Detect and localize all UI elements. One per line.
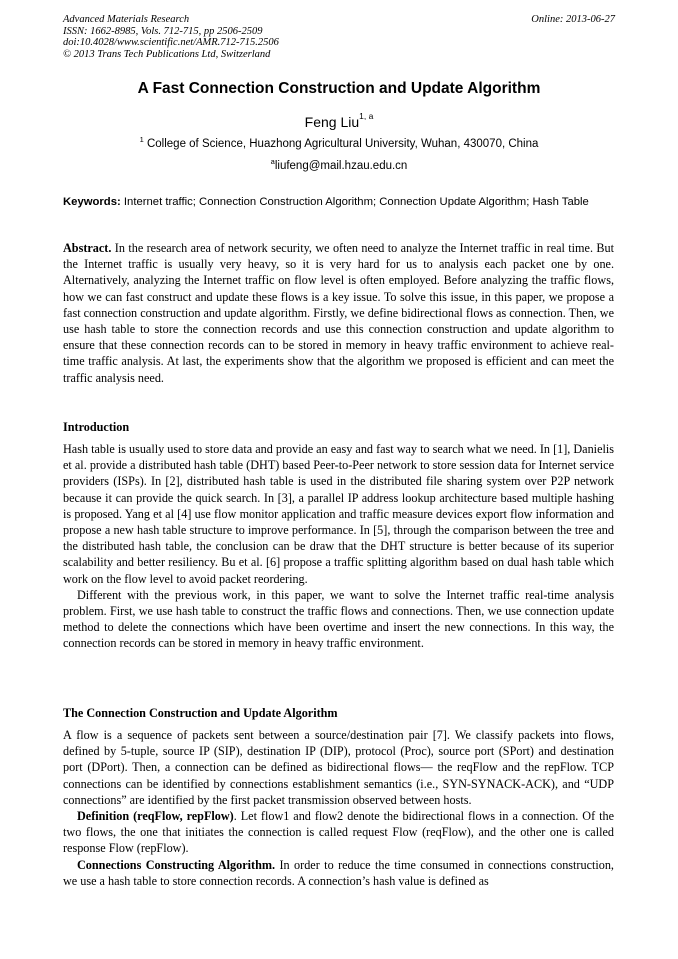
email-address: liufeng@mail.hzau.edu.cn [274,160,408,172]
email-sup: a [270,157,275,167]
issn-line: ISSN: 1662-8985, Vols. 712-715, pp 2506-2509 [63,25,263,37]
online-date: Online: 2013-06-27 [531,14,615,25]
abstract [63,240,614,386]
definition-label: Definition [77,809,130,824]
section-body [63,727,614,889]
introduction-paragraph-1: Hash table is usually used to store data and provide an easy and fast way to search what we need. In [1], Danielis et al. provide a distributed hash table (DHT) based Peer-to-Peer network to store session data for Internet service providers (ISPs). In [2], distributed hash table is used in the distributed file sharing system over P2P network because it can provide the quick search. In [3], a parallel IP address lookup architecture based multiple hashing is proposed. Yang et al [4] use flow monitor application and traffic measure devices export flow information and propose a new hash table structure to improve performance. In [5], through the comparison between the tree and the distributed hash table, the conclusion can be draw that the DHT structure is better because of its superior scalability and better resiliency. Bu et al. [6] propose a traffic splitting algorithm based on dual hash table which work on the flow level to avoid packet reordering. [63,442,614,586]
journal-name: Advanced Materials Research [63,14,190,25]
affiliation-text: College of Science, Huazhong Agricultural University, Wuhan, 430070, China [143,138,539,150]
introduction-paragraph-2: Different with the previous work, in this paper, we want to solve the Internet traffic real-time analysis problem. First, we use hash table to construct the traffic flows and connections. Then, we use connection update method to delete the connections which have been overtime and insert the new connections. In this way, the connection records can be stored in memory in heavy traffic environment. [63,587,614,651]
section-paragraph-1: A flow is a sequence of packets sent between a source/destination pair [7]. We classify packets into flows, defined by 5-tuple, source IP (SIP), destination IP (DIP), protocol (Proc), source port (SPort) and destination port (DPort). Then, a connection can be defined as bidirectional flows— the reqFlow and the repFlow. TCP connections can be identified by connections establishment semantics (i.e., SYN-SYNACK-ACK), and “UDP connections” are identified by the first packet transmission observed between hosts. [63,728,614,807]
copyright-line: © 2013 Trans Tech Publications Ltd, Switzerland [63,48,271,60]
author-sup: 1, a [359,111,374,122]
abstract-label: Abstract. [63,241,112,255]
email-line [0,157,678,172]
definition-text: . Let flow1 and flow2 denote the bidirectional flows in a connection. Of the two flows, the one that initiates the connection is called request Flow (reqFlow), and the other one is called response Flow (repFlow). [63,809,614,856]
keywords-label: Keywords: [63,196,121,208]
journal-header [63,14,463,60]
definition-paragraph [63,808,614,857]
keywords [63,195,614,209]
algorithm-paragraph [63,857,614,889]
section-heading: The Connection Construction and Update Algorithm [63,706,338,720]
abstract-text: In the research area of network security, we often need to analyze the Internet traffic in real time. But the Internet traffic is usually very heavy, so it is very hard for us to analysis each packet one by one. Alternatively, analyzing the Internet traffic on flow level is often employed. Before analyzing the traffic flows, how we can fast construct and update these flows is a key issue. To solve this issue, in this paper, we propose a fast connection construction and update algorithm. Firstly, we define bidirectional flows as connection. Then, we use hash table to store the connection records and use this connection construction and update algorithm to ensure that these connection records can to be stored in memory in heavy traffic environment to achieve real-time traffic analysis. At last, the experiments show that the algorithm we proposed is efficient and can meet the traffic analysis need. [63,241,614,385]
algorithm-label: Connections Constructing Algorithm. [77,857,276,872]
affiliation [0,135,678,150]
introduction-heading: Introduction [63,420,130,434]
doi-line: doi:10.4028/www.scientific.net/AMR.712-715.2506 [63,37,279,48]
definition-terms: (reqFlow, repFlow) [129,809,234,824]
keywords-text: Internet traffic; Connection Construction Algorithm; Connection Update Algorithm; Hash Table [120,196,589,208]
author-line [0,111,678,130]
paper-title: A Fast Connection Construction and Update Algorithm [137,80,541,97]
introduction-body [63,441,614,652]
author-name: Feng Liu [304,114,360,130]
algorithm-text: In order to reduce the time consumed in connections construction, we use a hash table to store connection records. A connection’s hash value is defined as [63,857,614,888]
affiliation-sup: 1 [139,135,144,145]
